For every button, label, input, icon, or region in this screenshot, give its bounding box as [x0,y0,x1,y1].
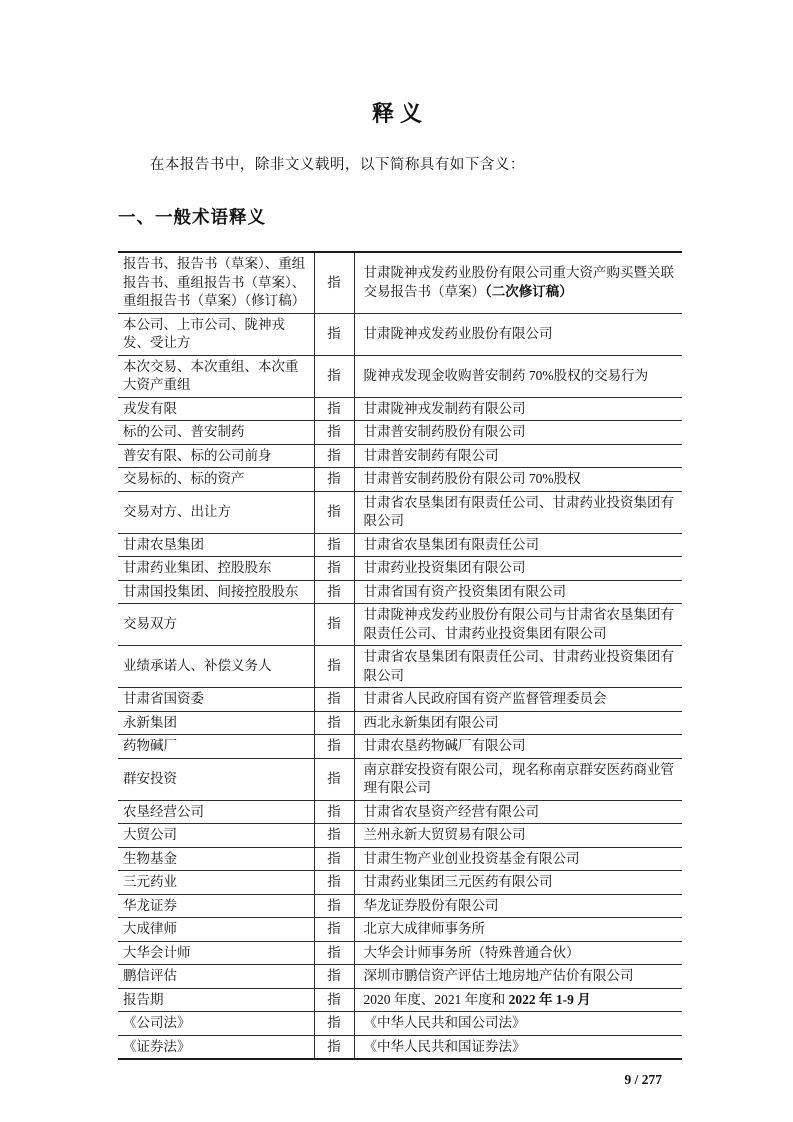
connector-cell: 指 [314,491,354,533]
definition-text: 甘肃农垦药物碱厂有限公司 [363,738,526,753]
page-number: 9 / 277 [624,1072,662,1087]
definition-text: 西北永新集团有限公司 [363,714,499,730]
definition-text: 兰州永新大贸贸易有限公司 [363,827,526,842]
definition-cell [354,735,682,759]
term-cell: 药物碱厂 [118,735,314,759]
definition-cell [354,894,682,918]
definition-cell [354,988,682,1012]
table-row [118,580,682,604]
table-row [118,988,682,1012]
definition-cell [354,491,682,533]
definition-cell [354,604,682,646]
definition-text: 甘肃省国有资产投资集团有限公司 [363,583,566,599]
definition-cell [354,646,682,688]
definition-cell [354,918,682,942]
table-row [118,800,682,824]
term-cell: 三元药业 [118,871,314,895]
page-content [118,100,682,1060]
table-row [118,533,682,557]
definition-text: 甘肃普安制药股份有限公司 [363,424,526,439]
definition-cell [354,397,682,421]
term-cell: 大贸公司 [118,824,314,848]
connector-cell: 指 [314,1012,354,1036]
connector-cell: 指 [314,468,354,492]
definition-text: 甘肃陇神戎发药业股份有限公司与甘肃省农垦集团有限责任公司、甘肃药业投资集团有限公司 [363,607,674,641]
connector-cell: 指 [314,580,354,604]
term-cell: 标的公司、普安制药 [118,421,314,445]
table-row [118,1035,682,1059]
definition-text: 甘肃省农垦集团有限责任公司、甘肃药业投资集团有限公司 [363,649,674,683]
definition-text: 北京大成律师事务所 [363,921,485,936]
connector-cell: 指 [314,533,354,557]
connector-cell: 指 [314,941,354,965]
definition-bold-text: （二次修订稿） [485,283,573,299]
definition-text: 甘肃陇神戎发药业股份有限公司 [363,325,553,341]
table-row [118,397,682,421]
table-row [118,918,682,942]
connector-cell: 指 [314,252,354,313]
term-cell: 本次交易、本次重组、本次重大资产重组 [118,355,314,397]
definition-text: 甘肃省农垦资产经营有限公司 [363,803,539,819]
table-row [118,604,682,646]
definition-cell [354,421,682,445]
term-cell: 华龙证券 [118,894,314,918]
definition-cell [354,444,682,468]
definition-cell [354,758,682,800]
connector-cell: 指 [314,557,354,581]
table-row [118,894,682,918]
definition-cell [354,533,682,557]
table-row [118,313,682,355]
definition-cell [354,468,682,492]
definition-cell [354,252,682,313]
definition-cell [354,557,682,581]
definition-cell [354,965,682,989]
definition-text: 深圳市鹏信资产评估土地房地产估价有限公司 [363,968,634,983]
definition-cell [354,941,682,965]
table-row [118,711,682,735]
connector-cell: 指 [314,444,354,468]
definitions-table [118,251,682,1060]
connector-cell: 指 [314,800,354,824]
connector-cell: 指 [314,397,354,421]
term-cell: 普安有限、标的公司前身 [118,444,314,468]
definition-text: 甘肃省农垦集团有限责任公司、甘肃药业投资集团有限公司 [363,494,674,528]
term-cell: 生物基金 [118,847,314,871]
connector-cell: 指 [314,355,354,397]
definition-text: 甘肃药业集团三元医药有限公司 [363,874,553,889]
term-cell: 《公司法》 [118,1012,314,1036]
connector-cell: 指 [314,965,354,989]
connector-cell: 指 [314,918,354,942]
definition-cell [354,1012,682,1036]
definition-text: 甘肃陇神戎发药业股份有限公司重大资产购买暨关联交易报告书（草案） [363,265,674,299]
term-cell: 农垦经营公司 [118,800,314,824]
term-cell: 甘肃省国资委 [118,688,314,712]
definition-cell [354,871,682,895]
table-row [118,421,682,445]
connector-cell: 指 [314,847,354,871]
connector-cell: 指 [314,711,354,735]
term-cell: 《证券法》 [118,1035,314,1059]
connector-cell: 指 [314,1035,354,1059]
definition-text: 华龙证券股份有限公司 [363,897,499,913]
term-cell: 交易标的、标的资产 [118,468,314,492]
definition-text: 陇神戎发现金收购普安制药 70%股权的交易行为 [363,367,649,383]
term-cell: 大成律师 [118,918,314,942]
term-cell: 报告期 [118,988,314,1012]
definition-text: 甘肃陇神戎发制药有限公司 [363,400,526,416]
connector-cell: 指 [314,894,354,918]
term-cell: 交易对方、出让方 [118,491,314,533]
table-row [118,646,682,688]
connector-cell: 指 [314,688,354,712]
definition-text: 《中华人民共和国证券法》 [363,1038,526,1054]
term-cell: 报告书、报告书（草案）、重组报告书、重组报告书（草案）、重组报告书（草案）（修订稿） [123,256,306,308]
table-row [118,965,682,989]
definition-cell [354,688,682,712]
definitions-table-body [118,252,682,1059]
definition-text: 大华会计师事务所（特殊普通合伙） [363,944,580,960]
connector-cell: 指 [314,988,354,1012]
table-row [118,871,682,895]
term-cell: 永新集团 [118,711,314,735]
table-row [118,252,682,313]
term-cell: 甘肃药业集团、控股股东 [118,557,314,581]
table-row [118,688,682,712]
table-row [118,758,682,800]
term-cell: 甘肃农垦集团 [118,533,314,557]
definition-cell [354,313,682,355]
definition-cell [354,355,682,397]
table-row [118,355,682,397]
table-row [118,735,682,759]
term-cell: 大华会计师 [118,941,314,965]
term-cell: 鹏信评估 [118,965,314,989]
connector-cell: 指 [314,871,354,895]
definition-text: 甘肃生物产业创业投资基金有限公司 [363,850,580,866]
connector-cell: 指 [314,824,354,848]
definition-cell [354,800,682,824]
definition-text: 甘肃普安制药股份有限公司 70%股权 [363,471,581,486]
term-cell: 甘肃国投集团、间接控股股东 [118,580,314,604]
definition-cell [354,824,682,848]
term-cell: 业绩承诺人、补偿义务人 [118,646,314,688]
term-cell: 交易双方 [118,604,314,646]
definition-text: 2020 年度、2021 年度和 [363,991,509,1007]
connector-cell: 指 [314,421,354,445]
table-row [118,444,682,468]
connector-cell: 指 [314,735,354,759]
definition-text: 甘肃普安制药有限公司 [363,447,499,463]
table-row [118,1012,682,1036]
definition-cell [354,847,682,871]
intro-text: 在本报告书中，除非文义载明，以下简称具有如下含义： [149,157,525,173]
term-cell: 本公司、上市公司、陇神戎发、受让方 [118,313,314,355]
table-row [118,491,682,533]
definition-text: 甘肃省农垦集团有限责任公司 [363,536,539,552]
definition-bold-text: 2022 年 1-9 月 [508,991,591,1007]
definition-cell [354,711,682,735]
definition-text: 甘肃省人民政府国有资产监督管理委员会 [363,691,607,706]
definition-text: 甘肃药业投资集团有限公司 [363,560,526,575]
table-row [118,468,682,492]
definition-text: 《中华人民共和国公司法》 [363,1015,526,1030]
table-row [118,847,682,871]
table-row [118,941,682,965]
section-heading: 一、一般术语释义 [118,207,266,227]
definition-cell [354,1035,682,1059]
term-cell: 戎发有限 [118,397,314,421]
table-row [118,824,682,848]
definition-text: 南京群安投资有限公司，现名称南京群安医药商业管理有限公司 [363,761,674,795]
term-cell: 群安投资 [118,758,314,800]
definition-cell [354,580,682,604]
connector-cell: 指 [314,646,354,688]
connector-cell: 指 [314,758,354,800]
table-row [118,557,682,581]
page-title: 释义 [371,101,428,126]
connector-cell: 指 [314,313,354,355]
connector-cell: 指 [314,604,354,646]
